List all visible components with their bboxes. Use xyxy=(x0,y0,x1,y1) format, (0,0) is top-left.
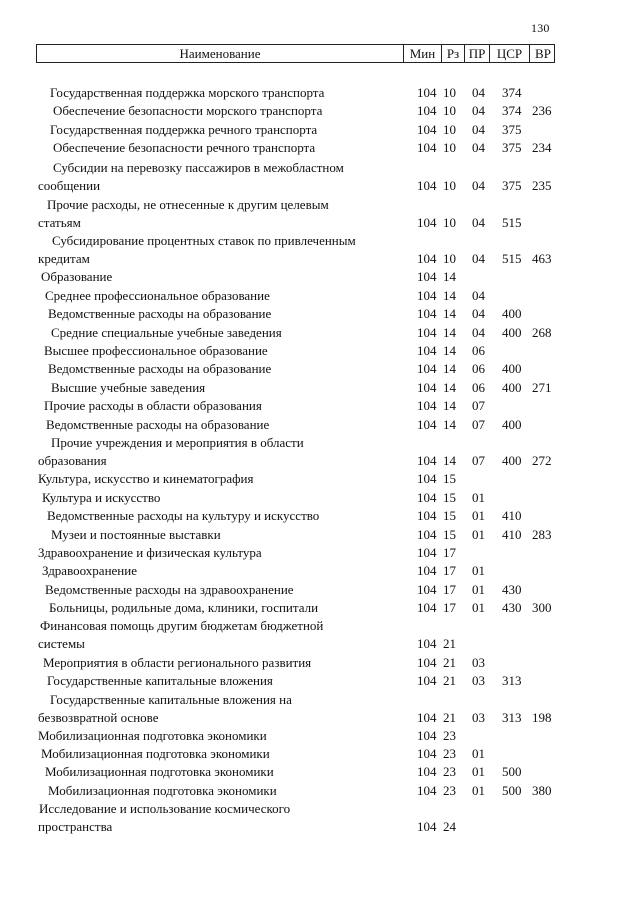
row-name xyxy=(0,507,319,525)
row-name xyxy=(0,526,221,544)
cell-pr: 01 xyxy=(472,764,485,779)
cell-rz: 24 xyxy=(443,819,456,834)
cell-rz: 14 xyxy=(443,380,456,395)
row-name xyxy=(0,232,356,268)
table-row xyxy=(0,397,640,415)
row-name xyxy=(0,599,318,617)
table-row xyxy=(0,434,640,470)
table-row xyxy=(0,470,640,488)
cell-pr: 01 xyxy=(472,746,485,761)
cell-pr: 01 xyxy=(472,508,485,523)
table-row xyxy=(0,727,640,745)
cell-rz: 10 xyxy=(443,85,456,100)
cell-min: 104 xyxy=(417,140,437,155)
cell-rz: 14 xyxy=(443,453,456,468)
header-vr: ВР xyxy=(529,45,556,62)
header-csr: ЦСР xyxy=(489,45,529,62)
cell-csr: 375 xyxy=(502,178,522,193)
cell-csr: 400 xyxy=(502,380,522,395)
row-name-line1: Культура и искусство xyxy=(42,490,161,505)
cell-rz: 10 xyxy=(443,215,456,230)
cell-csr: 400 xyxy=(502,453,522,468)
cell-pr: 04 xyxy=(472,103,485,118)
cell-rz: 23 xyxy=(443,728,456,743)
cell-rz: 17 xyxy=(443,545,456,560)
cell-csr: 375 xyxy=(502,140,522,155)
row-name xyxy=(0,745,270,763)
cell-rz: 14 xyxy=(443,288,456,303)
cell-pr: 03 xyxy=(472,710,485,725)
row-name-line1: Обеспечение безопасности речного транспорта xyxy=(53,140,316,155)
table-row xyxy=(0,196,640,232)
table-row xyxy=(0,324,640,342)
cell-pr: 01 xyxy=(472,527,485,542)
row-name xyxy=(0,617,323,653)
row-name xyxy=(0,654,311,672)
cell-min: 104 xyxy=(417,746,437,761)
row-name-line1: Музеи и постоянные выставки xyxy=(51,527,221,542)
table-row xyxy=(0,581,640,599)
cell-rz: 21 xyxy=(443,636,456,651)
cell-vr: 271 xyxy=(532,380,552,395)
cell-rz: 23 xyxy=(443,764,456,779)
cell-vr: 236 xyxy=(532,103,552,118)
row-name-line1: Образование xyxy=(41,269,113,284)
cell-min: 104 xyxy=(417,269,437,284)
cell-csr: 400 xyxy=(502,417,522,432)
cell-min: 104 xyxy=(417,710,437,725)
cell-rz: 14 xyxy=(443,417,456,432)
row-name-line1: Здравоохранение xyxy=(42,563,137,578)
row-name-line1: Ведомственные расходы на культуру и искусство xyxy=(47,508,320,523)
row-name xyxy=(0,139,315,157)
cell-rz: 15 xyxy=(443,508,456,523)
cell-min: 104 xyxy=(417,471,437,486)
cell-csr: 400 xyxy=(502,306,522,321)
header-min: Мин xyxy=(403,45,441,62)
row-name xyxy=(0,416,269,434)
cell-pr: 04 xyxy=(472,85,485,100)
row-name-line1: Ведомственные расходы на образование xyxy=(46,417,270,432)
row-name-line1: Прочие расходы, не отнесенные к другим целевым xyxy=(47,197,329,212)
cell-min: 104 xyxy=(417,728,437,743)
cell-rz: 21 xyxy=(443,710,456,725)
row-name xyxy=(0,782,277,800)
cell-min: 104 xyxy=(417,764,437,779)
cell-vr: 300 xyxy=(532,600,552,615)
table-row xyxy=(0,305,640,323)
cell-min: 104 xyxy=(417,783,437,798)
row-name-line2: безвозвратной основе xyxy=(38,710,159,725)
table-row xyxy=(0,782,640,800)
cell-rz: 14 xyxy=(443,398,456,413)
row-name xyxy=(0,581,294,599)
cell-csr: 400 xyxy=(502,361,522,376)
table-row xyxy=(0,102,640,120)
row-name-line2: кредитам xyxy=(38,251,90,266)
cell-rz: 17 xyxy=(443,563,456,578)
cell-pr: 04 xyxy=(472,306,485,321)
row-name-line1: Ведомственные расходы на образование xyxy=(48,306,272,321)
table-row xyxy=(0,416,640,434)
page-number: 130 xyxy=(531,21,550,35)
table-row xyxy=(0,763,640,781)
cell-pr: 01 xyxy=(472,600,485,615)
header-name: Наименование xyxy=(179,46,261,61)
cell-csr: 374 xyxy=(502,85,522,100)
table-row xyxy=(0,342,640,360)
table-row xyxy=(0,507,640,525)
table-row xyxy=(0,139,640,157)
cell-pr: 04 xyxy=(472,178,485,193)
table-row xyxy=(0,599,640,617)
table-row xyxy=(0,672,640,690)
cell-csr: 515 xyxy=(502,215,522,230)
table-row xyxy=(0,379,640,397)
cell-vr: 283 xyxy=(532,527,552,542)
cell-pr: 03 xyxy=(472,655,485,670)
row-name xyxy=(0,287,270,305)
cell-min: 104 xyxy=(417,251,437,266)
row-name xyxy=(0,342,268,360)
cell-min: 104 xyxy=(417,103,437,118)
cell-pr: 04 xyxy=(472,215,485,230)
cell-rz: 14 xyxy=(443,306,456,321)
cell-min: 104 xyxy=(417,343,437,358)
row-name-line1: Государственная поддержка речного транспорта xyxy=(50,122,318,137)
cell-vr: 380 xyxy=(532,783,552,798)
row-name xyxy=(0,470,253,488)
cell-min: 104 xyxy=(417,527,437,542)
cell-vr: 235 xyxy=(532,178,552,193)
cell-rz: 17 xyxy=(443,582,456,597)
cell-rz: 14 xyxy=(443,325,456,340)
row-name-line1: Здравоохранение и физическая культура xyxy=(38,545,262,560)
cell-vr: 272 xyxy=(532,453,552,468)
table-row xyxy=(0,800,640,836)
row-name xyxy=(0,397,262,415)
cell-rz: 21 xyxy=(443,655,456,670)
row-name-line1: Обеспечение безопасности морского транспорта xyxy=(53,103,323,118)
cell-min: 104 xyxy=(417,545,437,560)
cell-min: 104 xyxy=(417,122,437,137)
cell-pr: 06 xyxy=(472,380,485,395)
cell-pr: 04 xyxy=(472,251,485,266)
row-name-line1: Ведомственные расходы на образование xyxy=(48,361,272,376)
table-row xyxy=(0,691,640,727)
cell-min: 104 xyxy=(417,215,437,230)
cell-csr: 515 xyxy=(502,251,522,266)
cell-rz: 10 xyxy=(443,140,456,155)
row-name xyxy=(0,268,112,286)
row-name xyxy=(0,763,274,781)
cell-min: 104 xyxy=(417,453,437,468)
row-name-line1: Финансовая помощь другим бюджетам бюджетной xyxy=(40,618,324,633)
cell-pr: 07 xyxy=(472,453,485,468)
cell-rz: 21 xyxy=(443,673,456,688)
cell-min: 104 xyxy=(417,655,437,670)
cell-min: 104 xyxy=(417,563,437,578)
row-name-line1: Мобилизационная подготовка экономики xyxy=(41,746,270,761)
row-name xyxy=(0,324,282,342)
cell-pr: 04 xyxy=(472,325,485,340)
row-name-line1: Больницы, родильные дома, клиники, госпитали xyxy=(49,600,319,615)
cell-pr: 06 xyxy=(472,361,485,376)
cell-min: 104 xyxy=(417,288,437,303)
cell-rz: 10 xyxy=(443,122,456,137)
row-name-line1: Субсидирование процентных ставок по привлеченным xyxy=(52,233,356,248)
table-row xyxy=(0,544,640,562)
row-name xyxy=(0,544,262,562)
table-row xyxy=(0,745,640,763)
cell-vr: 198 xyxy=(532,710,552,725)
row-name-line1: Культура, искусство и кинематография xyxy=(38,471,254,486)
table-row xyxy=(0,617,640,653)
cell-vr: 463 xyxy=(532,251,552,266)
table-row xyxy=(0,562,640,580)
row-name xyxy=(0,434,304,470)
cell-pr: 06 xyxy=(472,343,485,358)
row-name-line2: пространства xyxy=(38,819,113,834)
cell-rz: 15 xyxy=(443,490,456,505)
row-name-line1: Высшие учебные заведения xyxy=(51,380,206,395)
row-name xyxy=(0,196,329,232)
row-name xyxy=(0,379,205,397)
cell-pr: 01 xyxy=(472,490,485,505)
cell-min: 104 xyxy=(417,380,437,395)
cell-min: 104 xyxy=(417,582,437,597)
cell-min: 104 xyxy=(417,398,437,413)
row-name xyxy=(0,84,324,102)
cell-min: 104 xyxy=(417,417,437,432)
row-name-line1: Государственные капитальные вложения на xyxy=(50,692,292,707)
row-name-line1: Средние специальные учебные заведения xyxy=(51,325,282,340)
cell-rz: 17 xyxy=(443,600,456,615)
cell-min: 104 xyxy=(417,600,437,615)
table-row xyxy=(0,654,640,672)
row-name-line1: Ведомственные расходы на здравоохранение xyxy=(45,582,294,597)
row-name-line1: Мобилизационная подготовка экономики xyxy=(45,764,274,779)
cell-vr: 234 xyxy=(532,140,552,155)
row-name-line1: Мероприятия в области регионального развития xyxy=(43,655,312,670)
row-name-line1: Государственная поддержка морского транспорта xyxy=(50,85,325,100)
row-name xyxy=(0,102,322,120)
cell-rz: 10 xyxy=(443,178,456,193)
cell-min: 104 xyxy=(417,325,437,340)
cell-min: 104 xyxy=(417,636,437,651)
table-row xyxy=(0,287,640,305)
row-name xyxy=(0,562,137,580)
row-name xyxy=(0,159,344,195)
cell-pr: 07 xyxy=(472,417,485,432)
row-name xyxy=(0,800,290,836)
cell-csr: 430 xyxy=(502,600,522,615)
row-name-line1: Прочие учреждения и мероприятия в области xyxy=(51,435,304,450)
row-name-line1: Субсидии на перевозку пассажиров в межобластном xyxy=(53,160,344,175)
row-name xyxy=(0,691,292,727)
row-name-line2: статьям xyxy=(38,215,81,230)
row-name-line1: Высшее профессиональное образование xyxy=(44,343,268,358)
cell-csr: 500 xyxy=(502,783,522,798)
cell-min: 104 xyxy=(417,490,437,505)
cell-min: 104 xyxy=(417,508,437,523)
row-name xyxy=(0,360,271,378)
row-name-line1: Прочие расходы в области образования xyxy=(44,398,262,413)
cell-csr: 313 xyxy=(502,673,522,688)
cell-rz: 10 xyxy=(443,251,456,266)
cell-pr: 01 xyxy=(472,563,485,578)
cell-rz: 14 xyxy=(443,269,456,284)
row-name xyxy=(0,727,267,745)
cell-csr: 313 xyxy=(502,710,522,725)
cell-pr: 04 xyxy=(472,122,485,137)
table-row xyxy=(0,84,640,102)
cell-rz: 14 xyxy=(443,343,456,358)
table-row xyxy=(0,526,640,544)
row-name xyxy=(0,305,271,323)
cell-rz: 14 xyxy=(443,361,456,376)
cell-min: 104 xyxy=(417,85,437,100)
row-name-line1: Государственные капитальные вложения xyxy=(47,673,273,688)
row-name-line1: Мобилизационная подготовка экономики xyxy=(38,728,267,743)
cell-csr: 410 xyxy=(502,508,522,523)
cell-csr: 430 xyxy=(502,582,522,597)
table-row xyxy=(0,159,640,195)
row-name-line2: сообщении xyxy=(38,178,101,193)
cell-pr: 01 xyxy=(472,783,485,798)
table-row xyxy=(0,121,640,139)
cell-min: 104 xyxy=(417,673,437,688)
table-row xyxy=(0,489,640,507)
table-row xyxy=(0,232,640,268)
header-rz: Рз xyxy=(441,45,464,62)
cell-rz: 23 xyxy=(443,783,456,798)
row-name xyxy=(0,489,160,507)
row-name-line1: Исследование и использование космического xyxy=(39,801,291,816)
cell-rz: 10 xyxy=(443,103,456,118)
cell-min: 104 xyxy=(417,819,437,834)
row-name-line1: Среднее профессиональное образование xyxy=(45,288,270,303)
row-name-line2: системы xyxy=(38,636,85,651)
cell-pr: 03 xyxy=(472,673,485,688)
cell-pr: 01 xyxy=(472,582,485,597)
cell-vr: 268 xyxy=(532,325,552,340)
table-row xyxy=(0,360,640,378)
cell-min: 104 xyxy=(417,178,437,193)
cell-min: 104 xyxy=(417,306,437,321)
row-name-line2: образования xyxy=(38,453,107,468)
cell-csr: 400 xyxy=(502,325,522,340)
cell-csr: 500 xyxy=(502,764,522,779)
cell-csr: 410 xyxy=(502,527,522,542)
cell-rz: 15 xyxy=(443,527,456,542)
cell-min: 104 xyxy=(417,361,437,376)
header-pr: ПР xyxy=(464,45,489,62)
row-name xyxy=(0,672,273,690)
cell-csr: 375 xyxy=(502,122,522,137)
table-row xyxy=(0,268,640,286)
row-name-line1: Мобилизационная подготовка экономики xyxy=(48,783,277,798)
cell-pr: 04 xyxy=(472,140,485,155)
cell-rz: 15 xyxy=(443,471,456,486)
row-name xyxy=(0,121,317,139)
cell-rz: 23 xyxy=(443,746,456,761)
cell-pr: 04 xyxy=(472,288,485,303)
cell-pr: 07 xyxy=(472,398,485,413)
cell-csr: 374 xyxy=(502,103,522,118)
